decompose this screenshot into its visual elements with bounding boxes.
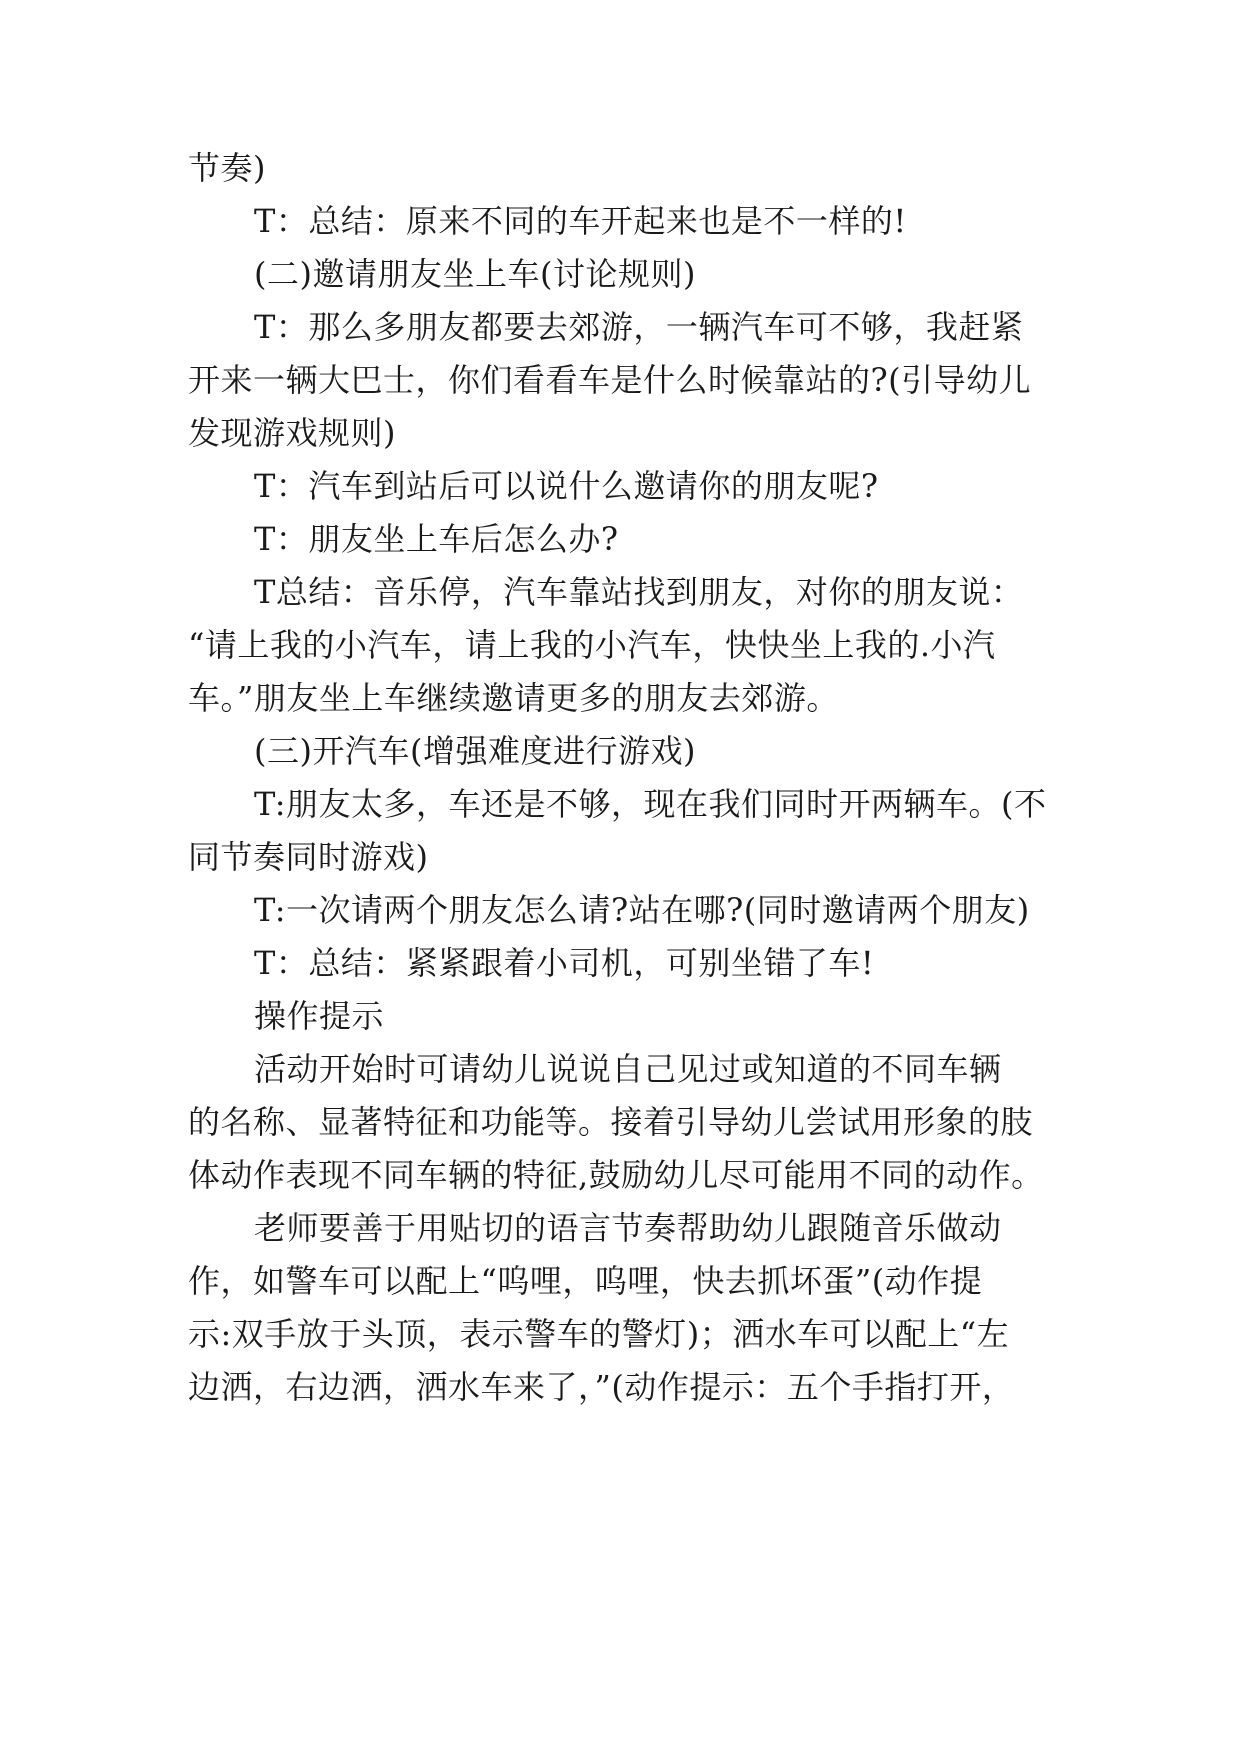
text-line: 同节奏同时游戏) bbox=[188, 838, 429, 876]
text-line: 活动开始时可请幼儿说说自己见过或知道的不同车辆 bbox=[254, 1050, 1002, 1088]
text-line: 体动作表现不同车辆的特征,鼓励幼儿尽可能用不同的动作。 bbox=[188, 1156, 1044, 1194]
section-heading: (三)开汽车(增强难度进行游戏) bbox=[254, 732, 696, 770]
text-line: T:一次请两个朋友怎么请?站在哪?(同时邀请两个朋友) bbox=[254, 891, 1030, 929]
text-line: 老师要善于用贴切的语言节奏帮助幼儿跟随音乐做动 bbox=[254, 1209, 1002, 1247]
text-line: T：汽车到站后可以说什么邀请你的朋友呢? bbox=[254, 467, 879, 505]
text-line: “请上我的小汽车，请上我的小汽车，快快坐上我的.小汽 bbox=[188, 626, 996, 664]
text-line: T：那么多朋友都要去郊游，一辆汽车可不够，我赶紧 bbox=[254, 308, 1024, 346]
text-line: 开来一辆大巴士，你们看看车是什么时候靠站的?(引导幼儿 bbox=[188, 361, 1032, 399]
text-line: T：朋友坐上车后怎么办? bbox=[254, 520, 619, 558]
text-line: 车。”朋友坐上车继续邀请更多的朋友去郊游。 bbox=[188, 679, 839, 717]
text-line: 发现游戏规则) bbox=[188, 414, 396, 452]
section-heading: (二)邀请朋友坐上车(讨论规则) bbox=[254, 255, 696, 293]
text-line: T:朋友太多，车还是不够，现在我们同时开两辆车。(不 bbox=[254, 785, 1047, 823]
text-line: 示:双手放于头顶，表示警车的警灯)；洒水车可以配上“左 bbox=[188, 1315, 1010, 1353]
text-line: 节奏) bbox=[188, 149, 266, 187]
text-line: 作，如警车可以配上“呜哩，呜哩，快去抓坏蛋”(动作提 bbox=[188, 1262, 983, 1300]
text-line: T：总结：原来不同的车开起来也是不一样的! bbox=[254, 202, 907, 240]
section-heading: 操作提示 bbox=[254, 997, 385, 1035]
text-line: 边洒，右边洒，洒水车来了，”(动作提示：五个手指打开， bbox=[188, 1368, 1015, 1406]
text-line: 的名称、显著特征和功能等。接着引导幼儿尝试用形象的肢 bbox=[188, 1103, 1034, 1141]
text-line: T：总结：紧紧跟着小司机，可别坐错了车! bbox=[254, 944, 875, 982]
text-line: T总结：音乐停，汽车靠站找到朋友，对你的朋友说： bbox=[254, 573, 1024, 611]
